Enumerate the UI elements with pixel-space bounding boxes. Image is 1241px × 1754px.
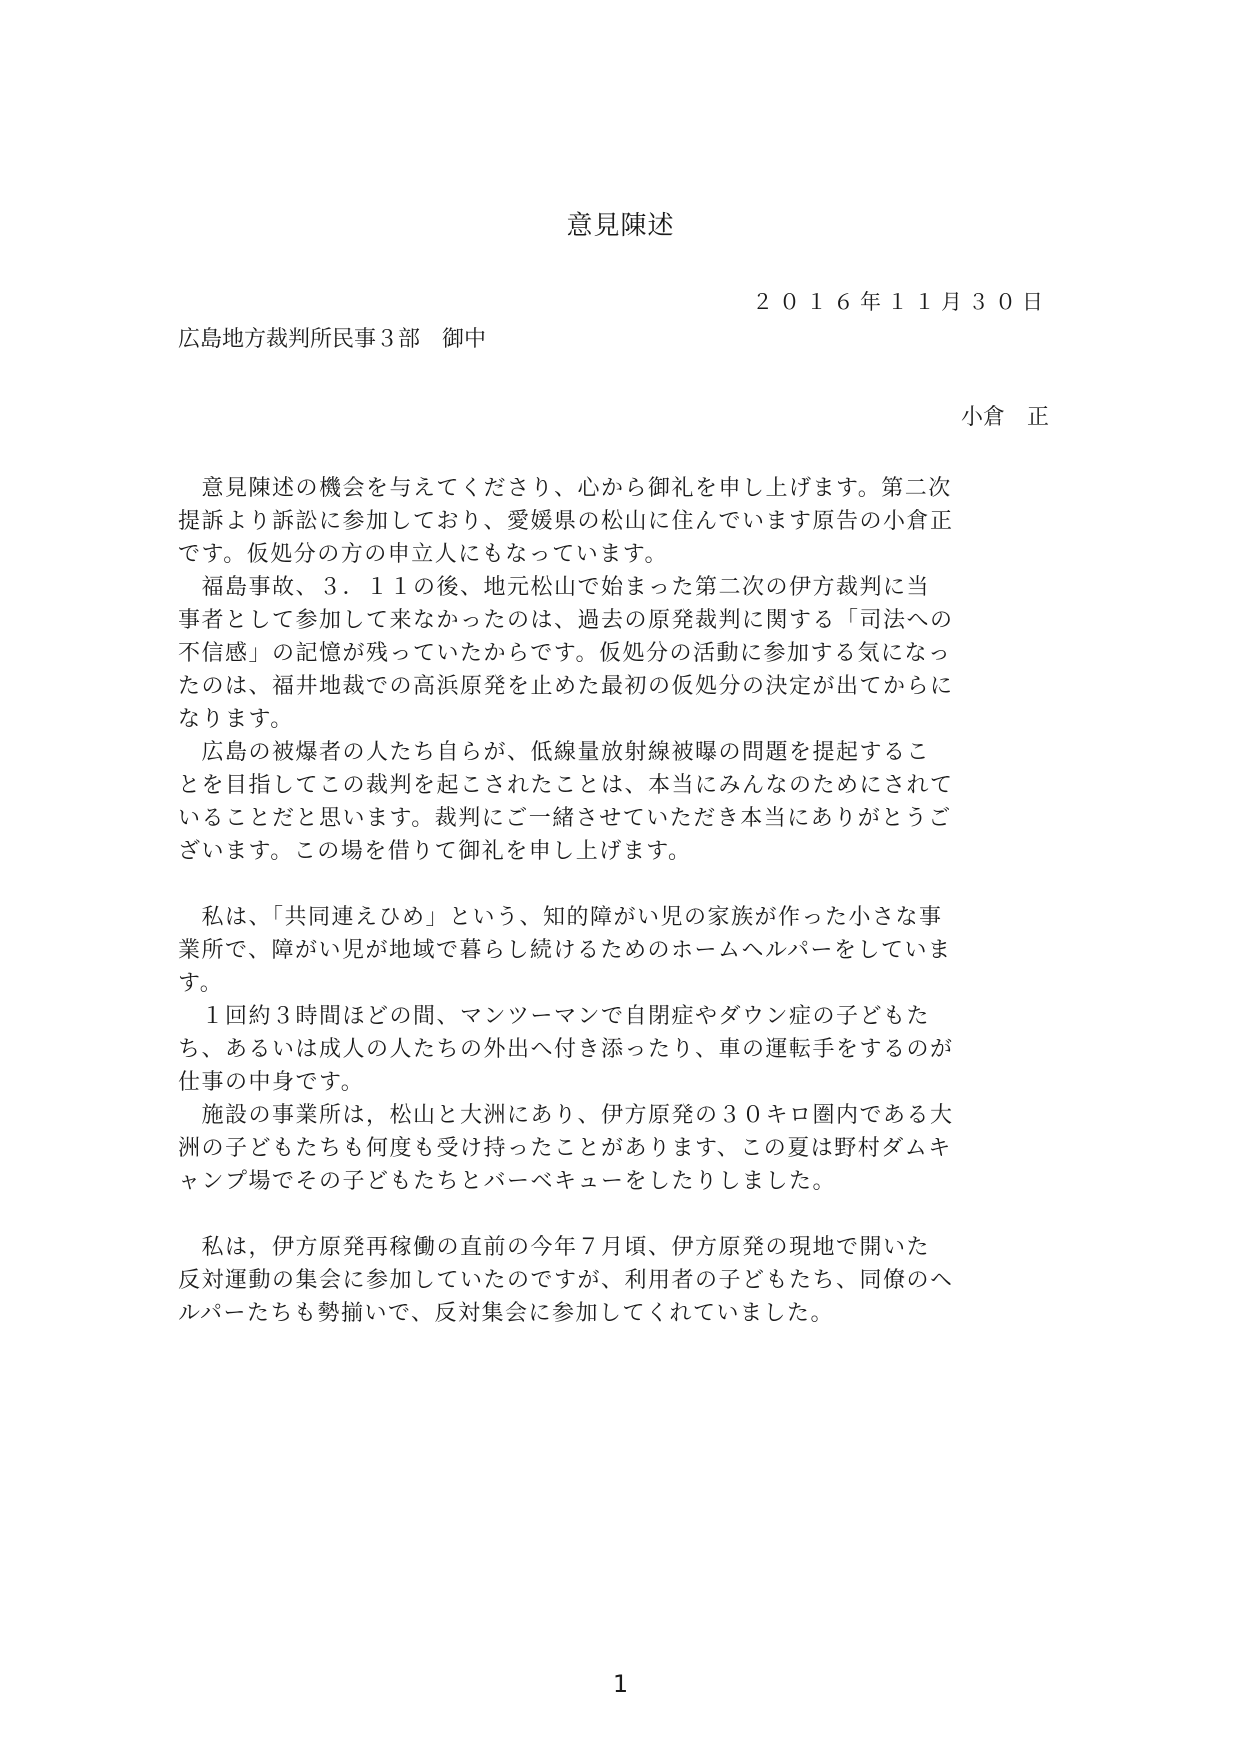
text-line: 事者として参加して来なかったのは、過去の原発裁判に関する「司法への [178, 608, 954, 633]
text-line: 業所で、障がい児が地域で暮らし続けるためのホームヘルパーをしていま [178, 938, 952, 963]
text-line: 不信感」の記憶が残っていたからです。仮処分の活動に参加する気になっ [178, 641, 952, 666]
text-line: 洲の子どもたちも何度も受け持ったことがあります、この夏は野村ダムキ [178, 1136, 952, 1161]
page-number: 1 [612, 1670, 629, 1698]
statement-body [178, 472, 1058, 1330]
author-name: 小倉 正 [960, 405, 1049, 430]
text-line: 私は、「共同連えひめ」という、知的障がい児の家族が作った小さな事 [178, 905, 943, 930]
text-line: なります。 [178, 707, 294, 732]
text-line: ち、あるいは成人の人たちの外出へ付き添ったり、車の運転手をするのが [178, 1037, 954, 1062]
text-line: １回約３時間ほどの間、マンツーマンで自閉症やダウン症の子どもた [178, 1004, 931, 1029]
text-line: たのは、福井地裁での高浜原発を止めた最初の仮処分の決定が出てからに [178, 674, 954, 699]
blank-line [178, 868, 1058, 901]
text-line: す。 [178, 971, 224, 996]
text-line: です。仮処分の方の申立人にもなっています。 [178, 542, 668, 567]
document-title: 意見陳述 [566, 211, 675, 241]
text-line: 福島事故、３．１１の後、地元松山で始まった第二次の伊方裁判に当 [178, 575, 931, 600]
text-line: 施設の事業所は，松山と大洲にあり、伊方原発の３０キロ圏内である大 [178, 1103, 954, 1128]
text-line: 広島の被爆者の人たち自らが、低線量放射線被曝の問題を提起するこ [178, 740, 931, 765]
text-line: 意見陳述の機会を与えてくださり、心から御礼を申し上げます。第二次 [178, 476, 952, 501]
addressee: 広島地方裁判所民事３部 御中 [178, 327, 487, 352]
text-line: とを目指してこの裁判を起こされたことは、本当にみんなのためにされて [178, 773, 954, 798]
text-line: ざいます。この場を借りて御礼を申し上げます。 [178, 839, 692, 864]
text-line: 反対運動の集会に参加していたのですが、利用者の子どもたち、同僚のヘ [178, 1268, 954, 1293]
document-date: ２０１６年１１月３０日 [752, 290, 1049, 314]
text-line: 提訴より訴訟に参加しており、愛媛県の松山に住んでいます原告の小倉正 [178, 509, 954, 534]
text-line: ルパーたちも勢揃いで、反対集会に参加してくれていました。 [178, 1301, 835, 1326]
text-line: 私は，伊方原発再稼働の直前の今年７月頃、伊方原発の現地で開いた [178, 1235, 931, 1260]
text-line: いることだと思います。裁判にご一緒させていただき本当にありがとうご [178, 806, 952, 831]
blank-line [178, 1198, 1058, 1231]
text-line: 仕事の中身です。 [178, 1070, 365, 1095]
text-line: ャンプ場でその子どもたちとバーベキューをしたりしました。 [178, 1169, 837, 1194]
